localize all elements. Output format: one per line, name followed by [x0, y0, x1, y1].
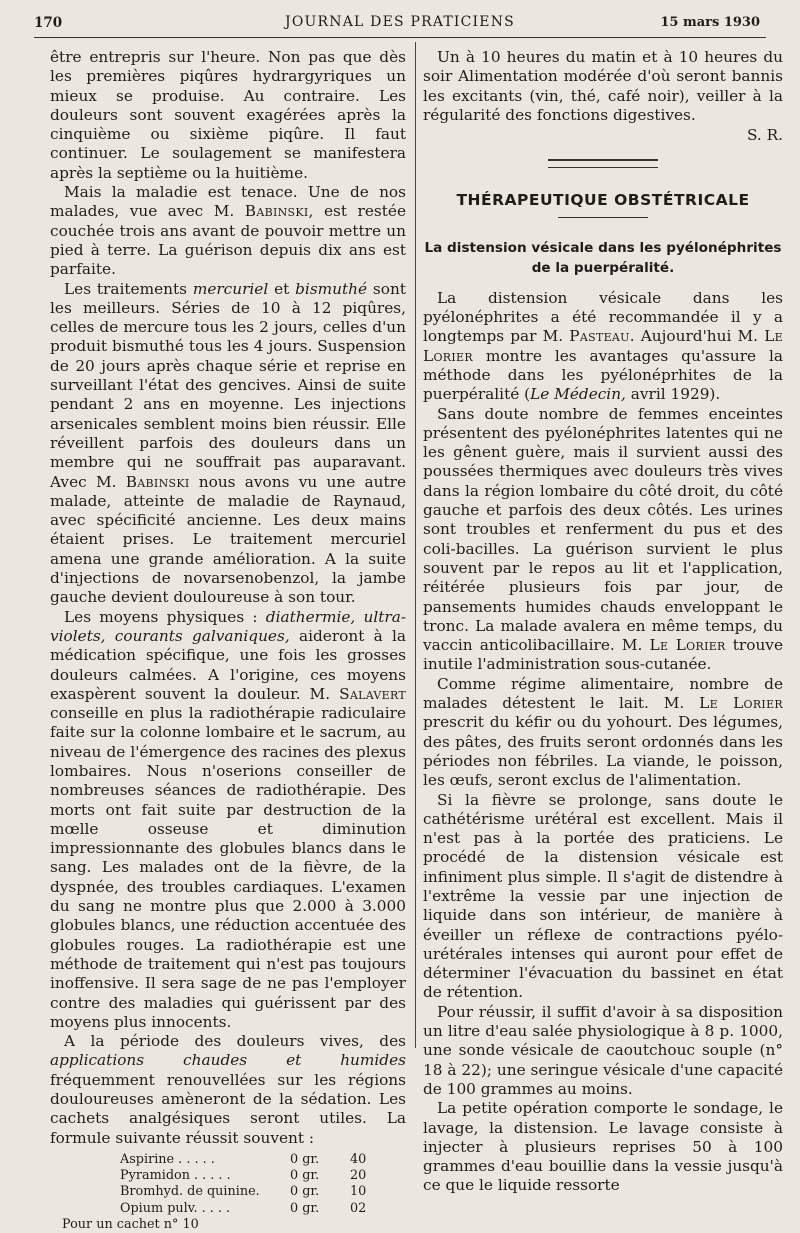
- section-separator: [548, 159, 658, 168]
- author-name: Salavert: [339, 684, 406, 703]
- title-underline: [558, 217, 648, 218]
- author-name: Le Lorier: [423, 327, 783, 365]
- paragraph: Un à 10 heures du matin et à 10 heures du soir Alimentation modérée d'où seront bannis les excitants (vin, thé, café noir), veiller à la régularité des fonctions digestives.: [423, 48, 783, 124]
- page-header: [0, 0, 800, 40]
- paragraph: La distension vésicale dans les pyélonéphrites a été recommandée il y a longtemps par M. Pasteau. Aujourd'hui M. Le Lorier montre les avantages qu'assure la méthode dans les pyélonéprhites de la puerpéralité (Le Médecin, avril 1929).: [423, 288, 783, 404]
- paragraph: La petite opération comporte le sondage, le lavage, la distension. Le lavage consiste à injecter à plusieurs reprises 50 à 100 grammes d'eau bouillie dans la vessie jusqu'à ce que le liquide ressorte: [423, 1099, 783, 1195]
- paragraph: A la période des douleurs vives, des applications chaudes et humides fréquemment renouvellées sur les régions douloureuses amèneront de la sédation. Les cachets analgésiques seront utiles. La formule suivante réussit souvent :: [50, 1032, 406, 1147]
- paragraph: Comme régime alimentaire, nombre de malades détestent le lait. M. Le Lorier prescrit du kéfir ou du yohourt. Des légumes, des pâtes, des fruits seront ordonnés dans les périodes non fébriles. La viande, le poisson, les œufs, seront exclus de l'alimentation.: [423, 674, 783, 790]
- signature: S. R.: [746, 126, 783, 145]
- header-rule: [34, 37, 766, 38]
- author-name: Le Lorier: [649, 636, 726, 655]
- formula-note: Pour un cachet n° 10: [62, 1216, 199, 1232]
- formula-row: Pyramidon . . . . . 0 gr. 20: [120, 1168, 367, 1184]
- formula-row: Opium pulv. . . . . 0 gr. 02: [120, 1200, 367, 1216]
- page-number: 170: [34, 15, 63, 31]
- article-title: La distension vésicale dans les pyélonéphrites de la puerpéralité.: [424, 239, 782, 276]
- formula-row: Bromhyd. de quinine. 0 gr. 10: [120, 1184, 367, 1200]
- journal-title: JOURNAL DES PRATICIENS: [285, 14, 515, 30]
- left-column: [50, 48, 406, 1233]
- paragraph: Sans doute nombre de femmes enceintes présentent des pyélonéphrites latentes qui ne les gênent guère, mais il survient aussi des poussées thermiques avec douleurs très vives dans la région lombaire du côté droit, du côté gauche et parfois des deux côtés. Les urines sont troubles et renferment du pus et des coli-bacilles. La guérison survient le plus souvent par le repos au lit et l'application, réitérée plusieurs fois par jour, de pansements humides chauds enveloppant le tronc. La malade avalera en même temps, du vaccin anticolibacillaire. M. Le Lorier trouve inutile l'administration sous-cutanée.: [423, 404, 783, 674]
- paragraph: Pour réussir, il suffit d'avoir à sa disposition un litre d'eau salée physiologique à 8 p. 1000, une sonde vésicale de caoutchouc souple (n° 18 à 22); une seringue vésicale d'une capacité de 100 grammes au moins.: [423, 1002, 783, 1098]
- formula-row: Aspirine . . . . . 0 gr. 40: [120, 1151, 367, 1167]
- paragraph: Mais la maladie est tenace. Une de nos malades, vue avec M. Babinski, est restée couchée trois ans avant de pouvoir mettre un pied à terre. La guérison depuis dix ans est parfaite.: [50, 183, 406, 279]
- paragraph: Les traitements mercuriel et bismuthé sont les meilleurs. Séries de 10 à 12 piqûres, celles de mercure tous les 2 jours, celles d'un produit bismuthé tous les 4 jours. Suspension de 20 jours après chaque série et reprise en surveillant l'état des gencives. Ainsi de suite pendant 2 ans en moyenne. Les injections arsenicales semblent moins bien réussir. Elle réveillent parfois des douleurs dans un membre qui ne souffrait pas auparavant. Avec M. Babinski nous avons vu une autre malade, atteinte de maladie de Raynaud, avec spécificité ancienne. Les deux mains étaient prises. Le traitement mercuriel amena une grande amélioration. A la suite d'injections de novarsenobenzol, la jambe gauche devient douloureuse à son tour.: [50, 279, 406, 607]
- prescription-formula: [120, 1152, 366, 1217]
- column-divider: [415, 42, 416, 1048]
- author-name: Le Lorier: [699, 694, 783, 713]
- paragraph: Si la fièvre se prolonge, sans doute le cathétérisme urétéral est excellent. Mais il n'est pas à la portée des praticiens. Le procédé de la distension vésicale est infiniment plus simple. Il s'agit de distendre à l'extrême la vessie par une injection de liquide dans son intérieur, de manière à éveiller un réflexe de contractions pyélo-urétérales intenses qui auront pour effet de déterminer l'évacuation du bassinet en état de rétention.: [423, 790, 783, 1002]
- right-column: [423, 48, 783, 1196]
- author-name: Pasteau: [569, 327, 630, 346]
- section-title: THÉRAPEUTIQUE OBSTÉTRICALE: [456, 191, 750, 210]
- paragraph: Les moyens physiques : diathermie, ultra-violets, courants galvaniques, aideront à la médication spécifique, une fois les grosses douleurs calmées. A l'origine, ces moyens exaspèrent souvent la douleur. M. Salavert conseille en plus la radiothérapie radiculaire faite sur la colonne lombaire et le sacrum, au niveau de l'émergence des racines des plexus lombaires. Nous n'oserions conseiller de nombreuses séances de radiothérapie. Des morts ont fait suite par destruction de la mœlle osseuse et diminution impressionnante des globules blancs dans le sang. Les malades ont de la fièvre, de la dyspnée, des troubles cardiaques. L'examen du sang ne montre plus que 2.000 à 3.000 globules blancs, une réduction accentuée des globules rouges. La radiothérapie est une méthode de traitement qui n'est pas toujours inoffensive. Il sera sage de ne pas l'employer contre des maladies qui guérissent par des moyens plus innocents.: [50, 607, 406, 1031]
- author-name: Babinski: [125, 472, 190, 491]
- paragraph: être entrepris sur l'heure. Non pas que dès les premières piqûres hydrargyriques un mieux se produise. Au contraire. Les douleurs sont souvent exagérées après la cinquième ou sixième piqûre. Il faut continuer. Le soulagement se manifestera après la septième ou la huitième.: [50, 48, 406, 182]
- author-name: Babinski: [244, 202, 309, 221]
- issue-date: 15 mars 1930: [660, 15, 760, 30]
